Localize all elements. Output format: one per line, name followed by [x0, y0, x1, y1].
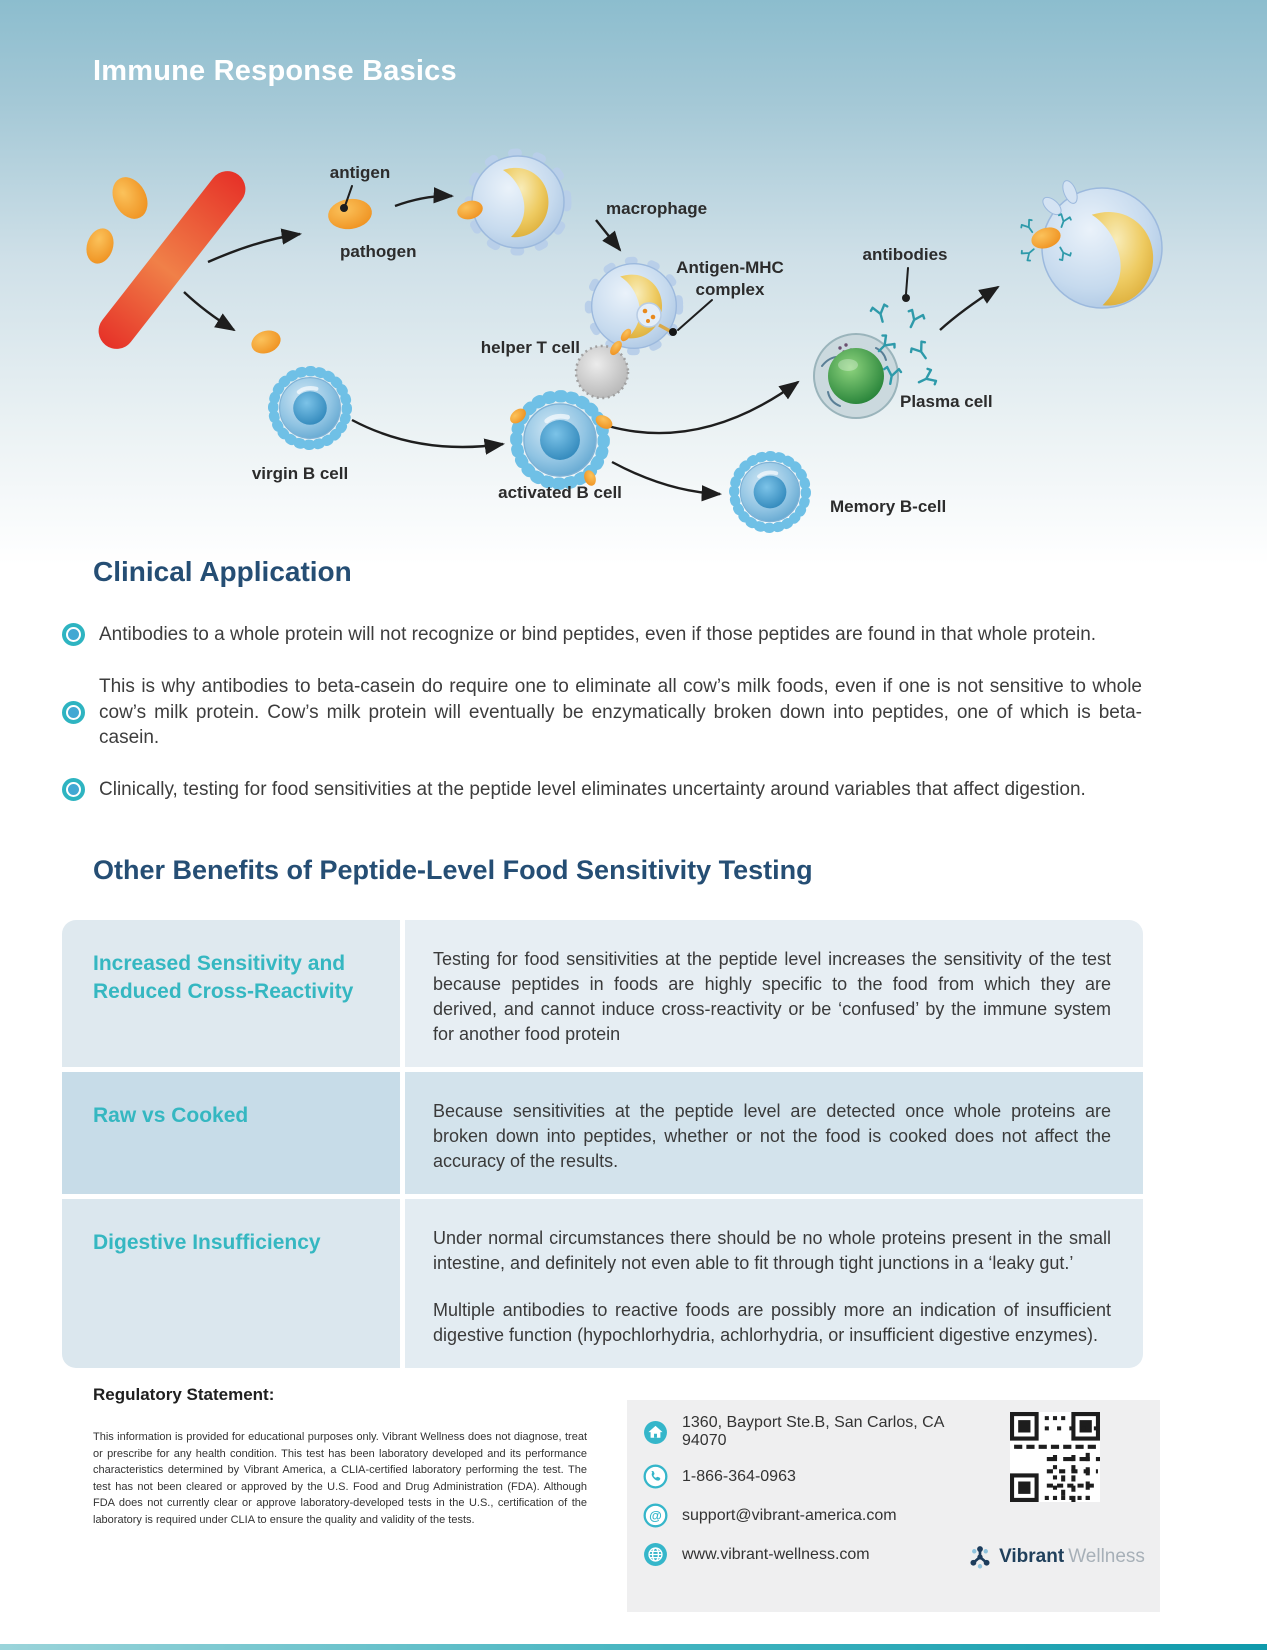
qr-code: [1010, 1412, 1100, 1502]
label-macrophage: macrophage: [606, 199, 708, 218]
contact-row-website: [643, 1542, 966, 1567]
contact-address: 1360, Bayport Ste.B, San Carlos, CA 94070: [682, 1414, 944, 1449]
label-antigen-mhc-1: Antigen-MHC: [676, 258, 784, 277]
macrophage-illustration: [455, 153, 567, 251]
contact-phone: 1-866-364-0963: [682, 1467, 796, 1485]
bullet-target-icon: [62, 701, 85, 724]
contact-row-address: [643, 1414, 966, 1450]
benefit-body: Under normal circumstances there should be no whole proteins present in the small intestine, and definitely not even able to fit through tight junctions in a ‘leaky gut.’: [433, 1228, 1111, 1274]
antibody-antigen-binding-illustration: [1020, 179, 1162, 308]
at-icon: [643, 1503, 668, 1528]
home-icon: [643, 1420, 668, 1445]
contact-box: [627, 1400, 1160, 1612]
label-activated-b-cell: activated B cell: [498, 483, 622, 502]
benefit-body: Multiple antibodies to reactive foods are possibly more an indication of insufficient digestive function (hypochlorhydria, achlorhydria, or insufficient digestive enzymes).: [433, 1300, 1111, 1346]
table-row-body-cell: [405, 920, 1143, 1067]
contact-row-phone: [643, 1464, 966, 1489]
label-virgin-b-cell: virgin B cell: [251, 464, 349, 483]
phone-icon: [643, 1464, 668, 1489]
bullet-text: Antibodies to a whole protein will not recognize or bind peptides, even if those peptides are found in that whole protein.: [99, 624, 1097, 645]
label-antibodies: antibodies: [862, 245, 948, 264]
regulatory-body: This information is provided for educational purposes only. Vibrant Wellness does not diagnose, treat or prescribe for any health condition. This test has been laboratory developed and its performance characteristics determined by Vibrant America, a CLIA-certified laboratory performing the test. The test has not been cleared or approved by the U.S. Food and Drug Administration (FDA). Although FDA does not currently clear or approve laboratory-developed tests in the U.S., certification of the laboratory is required under CLIA to ensure the quality and validity of the tests.: [93, 1431, 587, 1526]
label-antigen-mhc-2: complex: [695, 280, 765, 299]
activated-b-cell-illustration: [507, 396, 615, 487]
table-row-body-cell: [405, 1199, 1143, 1368]
label-plasma-cell: Plasma cell: [900, 392, 993, 411]
benefits-heading: Other Benefits of Peptide-Level Food Sensitivity Testing: [93, 855, 813, 885]
antibodies-pointer-dot: [902, 294, 910, 302]
memory-b-cell-illustration: [734, 456, 806, 528]
benefit-title: Increased Sensitivity and Reduced Cross-Reactivity: [93, 952, 354, 1003]
bullet-item: [62, 622, 1142, 647]
vibrant-wellness-logo: [965, 1542, 1145, 1572]
contact-email[interactable]: support@vibrant-america.com: [682, 1506, 897, 1524]
bullet-target-icon: [62, 778, 85, 801]
label-helper-t-cell: helper T cell: [480, 338, 580, 357]
benefit-body: Testing for food sensitivities at the peptide level increases the sensitivity of the test because peptides in foods are highly specific to the food from which they are derived, and cannot induce cross-reactivity or be ‘confused’ by the immune system for another food protein: [433, 949, 1111, 1045]
bullet-text: Clinically, testing for food sensitivities at the peptide level eliminates uncertainty around variables that affect digestion.: [99, 779, 1086, 801]
label-antigen: antigen: [329, 163, 391, 182]
bullet-item: [62, 777, 1142, 802]
virgin-b-cell-illustration: [273, 371, 347, 445]
regulatory-statement-section: [93, 1385, 587, 1528]
bullet-target-icon: [62, 623, 85, 646]
clinical-application-section: [62, 556, 1142, 829]
pathogen-cluster-illustration: [82, 164, 253, 356]
antigen-near-bcell: [248, 327, 284, 358]
immune-response-diagram: [0, 120, 1267, 550]
antibodies-pointer: [906, 268, 908, 294]
table-row-title-cell: [62, 1072, 400, 1194]
globe-icon: [643, 1542, 668, 1567]
bullet-item: [62, 674, 1142, 750]
clinical-application-heading: Clinical Application: [93, 556, 352, 587]
bullet-text: This is why antibodies to beta-casein do require one to eliminate all cow’s milk foods, even if one is not sensitive to whole cow’s milk protein. Cow’s milk protein will eventually be enzymatically broken down into peptides, one of which is beta-casein.: [99, 676, 1142, 748]
table-row-title-cell: [62, 1199, 400, 1368]
benefits-table: [62, 920, 1143, 1368]
page-title: Immune Response Basics: [93, 55, 457, 87]
qr-logo-column: [966, 1410, 1144, 1602]
helper-t-cell-illustration: [576, 327, 633, 398]
contact-website[interactable]: www.vibrant-wellness.com: [682, 1545, 870, 1563]
benefit-title: Digestive Insufficiency: [93, 1231, 321, 1255]
antigen-presenting-cell-illustration: [589, 261, 679, 351]
table-row-body-cell: [405, 1072, 1143, 1194]
label-pathogen: pathogen: [340, 242, 417, 261]
benefit-title: Raw vs Cooked: [93, 1104, 249, 1128]
regulatory-heading: Regulatory Statement:: [93, 1385, 275, 1404]
vibrant-logo-icon: [965, 1542, 995, 1572]
antigen-pointer-dot: [340, 204, 348, 212]
antigen-illustration: [326, 196, 374, 232]
label-memory-b-cell: Memory B-cell: [830, 497, 947, 516]
contact-row-email: [643, 1503, 966, 1528]
benefit-body: Because sensitivities at the peptide level are detected once whole proteins are broken down into peptides, whether or not the food is cooked does not affect the accuracy of the results.: [433, 1101, 1111, 1172]
svg-text:@: @: [649, 1508, 662, 1524]
logo-text-light: Wellness: [1068, 1546, 1145, 1567]
logo-text-bold: Vibrant: [999, 1546, 1065, 1567]
table-row-title-cell: [62, 920, 400, 1067]
contact-list: [643, 1410, 966, 1602]
bottom-accent-bar: [0, 1644, 1267, 1650]
plasma-cell-illustration: [814, 334, 898, 418]
